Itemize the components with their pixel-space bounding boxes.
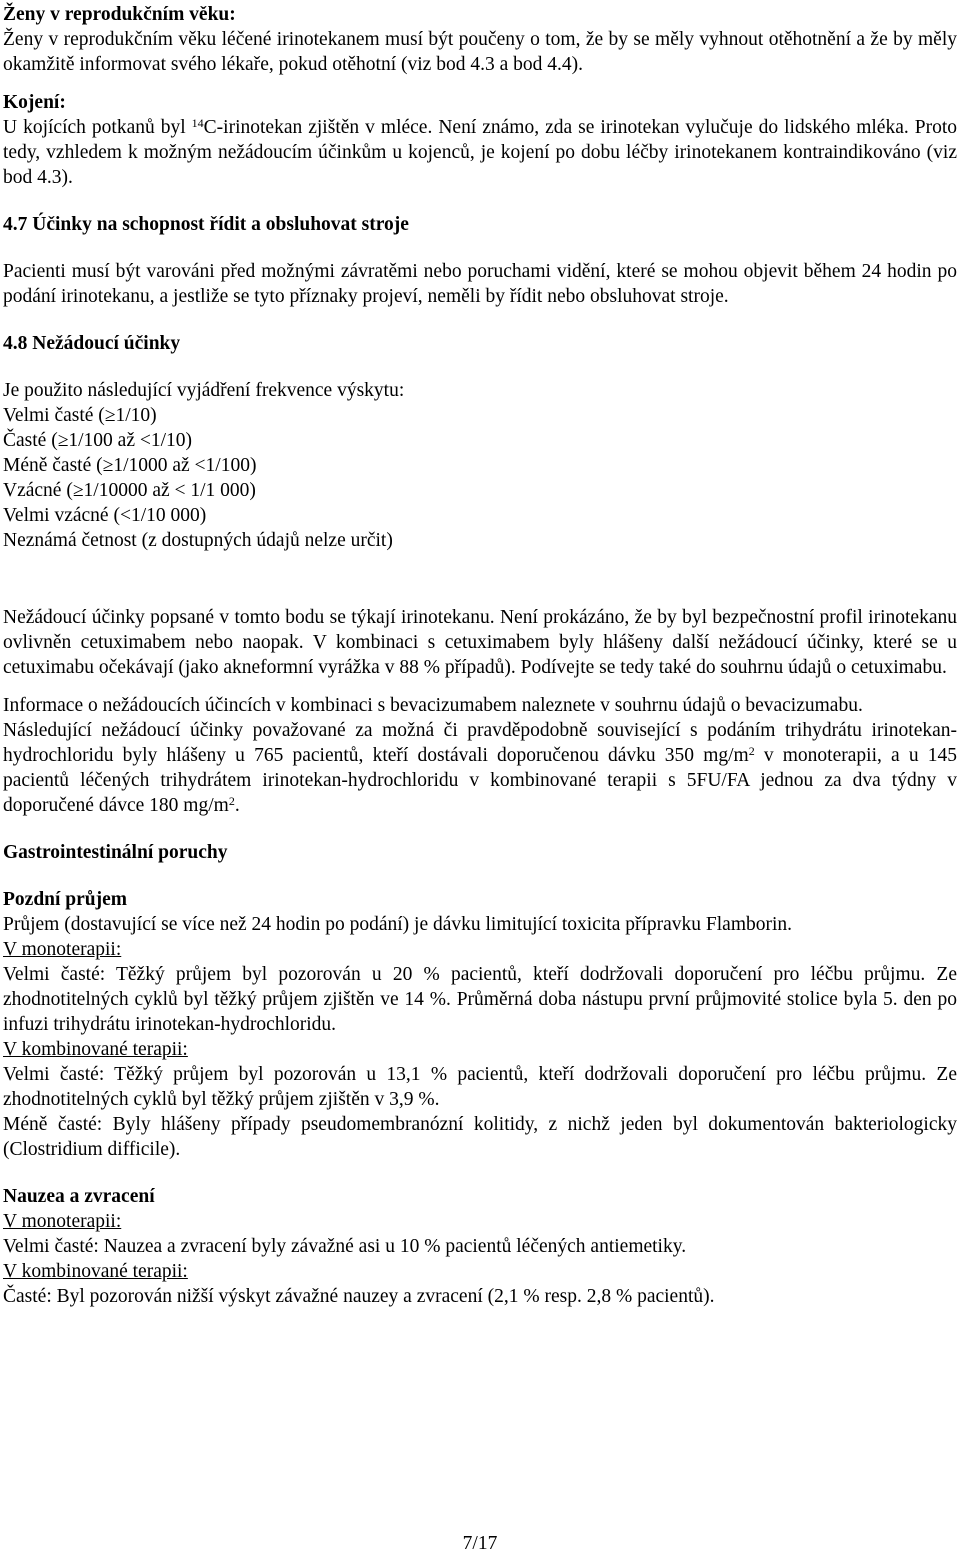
frequency-item: Velmi vzácné (<1/10 000) xyxy=(3,505,207,526)
nausea-heading: Nauzea a zvracení xyxy=(3,1186,155,1207)
section-4-7-text: Pacienti musí být varováni před možnými závratěmi nebo poruchami vidění, které se mohou objevit během 24 hodin po podání irinotekanu, a jestliže se tyto příznaky projeví, neměli by řídit nebo obsluhovat stroje. xyxy=(3,261,957,307)
frequency-intro: Je použito následující vyjádření frekvence výskytu: xyxy=(3,380,405,401)
nausea-combo-text: Časté: Byl pozorován nižší výskyt závažné nauzey a zvracení (2,1 % resp. 2,8 % pacientů). xyxy=(3,1286,715,1307)
gi-disorders-heading: Gastrointestinální poruchy xyxy=(3,842,228,863)
pregnancy-heading: Ženy v reprodukčním věku: xyxy=(3,4,236,25)
adverse-para-3: Následující nežádoucí účinky považované za možná či pravděpodobně související s podáním trihydrátu irinotekan-hydrochloridu byly hlášeny u 765 pacientů, kteří dostávali doporučenou dávku 350 $mg/m^2$ v monoterapii, a u 145 pacientů léčených trihydrátem irinotekan-hydrochloridu v kombinované terapii s 5FU/FA jednou za dva týdny v doporučené dávce 180 $mg/m^2$. xyxy=(3,720,957,816)
document-page xyxy=(3,2,957,1309)
late-diarrhea-intro: Průjem (dostavující se více než 24 hodin po podání) je dávku limitující toxicita přípravku Flamborin. xyxy=(3,914,793,935)
section-4-8-heading: 4.8 Nežádoucí účinky xyxy=(3,333,181,354)
isotope-superscript: 14 xyxy=(191,116,204,130)
adverse-para-2: Informace o nežádoucích účincích v kombinaci s bevacizumabem naleznete v souhrnu údajů o bevacizumabu. xyxy=(3,695,863,716)
frequency-item: Méně časté (≥1/1000 až <1/100) xyxy=(3,455,257,476)
late-diarrhea-mono-text: Velmi časté: Těžký průjem byl pozorován u 20 % pacientů, kteří dodržovali doporučení pro léčbu průjmu. Ze zhodnotitelných cyklů byl těžký průjem zjištěn ve 14 %. Průměrná doba nástupu první průjmovité stolice byla 5. den po infuzi trihydrátu irinotekan-hydrochloridu. xyxy=(3,964,957,1035)
section-4-7-heading: 4.7 Účinky na schopnost řídit a obsluhovat stroje xyxy=(3,214,409,235)
page-number: 7/17 xyxy=(462,1533,498,1554)
monotherapy-label: V monoterapii: xyxy=(3,939,122,960)
late-diarrhea-uncommon-text: Méně časté: Byly hlášeny případy pseudomembranózní kolitidy, z nichž jeden byl dokumentován bakteriologicky (Clostridium difficile). xyxy=(3,1114,957,1160)
breastfeeding-heading: Kojení: xyxy=(3,92,66,113)
frequency-item: Vzácné (≥1/10000 až < 1/1 000) xyxy=(3,480,256,501)
frequency-item: Časté (≥1/100 až <1/10) xyxy=(3,430,193,451)
combination-label: V kombinované terapii: xyxy=(3,1039,188,1060)
pregnancy-text: Ženy v reprodukčním věku léčené irinotekanem musí být poučeny o tom, že by se měly vyhnout otěhotnění a že by měly okamžitě informovat svého lékaře, pokud otěhotní (viz bod 4.3 a bod 4.4). xyxy=(3,29,957,75)
breastfeeding-text: U kojících potkanů byl $^{14}$C-irinotekan zjištěn v mléce. Není známo, zda se irinotekan vylučuje do lidského mléka. Proto tedy, vzhledem k možným nežádoucím účinkům u kojenců, je kojení po dobu léčby irinotekanem kontraindikováno (viz bod 4.3). xyxy=(3,116,957,188)
combination-label: V kombinované terapii: xyxy=(3,1261,188,1282)
late-diarrhea-heading: Pozdní průjem xyxy=(3,889,128,910)
nausea-mono-text: Velmi časté: Nauzea a zvracení byly závažné asi u 10 % pacientů léčených antiemetiky. xyxy=(3,1236,687,1257)
frequency-item: Neznámá četnost (z dostupných údajů nelze určit) xyxy=(3,530,393,551)
adverse-para-1: Nežádoucí účinky popsané v tomto bodu se týkají irinotekanu. Není prokázáno, že by byl bezpečnostní profil irinotekanu ovlivněn cetuximabem nebo naopak. V kombinaci s cetuximabem byly hlášeny další nežádoucí účinky, které se u cetuximabu očekávají (jako akneformní vyrážka v 88 % případů). Podívejte se tedy také do souhrnu údajů o cetuximabu. xyxy=(3,607,957,678)
late-diarrhea-combo-text: Velmi časté: Těžký průjem byl pozorován u 13,1 % pacientů, kteří dodržovali doporučení pro léčbu průjmu. Ze zhodnotitelných cyklů byl těžký průjem zjištěn v 3,9 %. xyxy=(3,1064,957,1110)
frequency-item: Velmi časté (≥1/10) xyxy=(3,405,157,426)
monotherapy-label: V monoterapii: xyxy=(3,1211,122,1232)
